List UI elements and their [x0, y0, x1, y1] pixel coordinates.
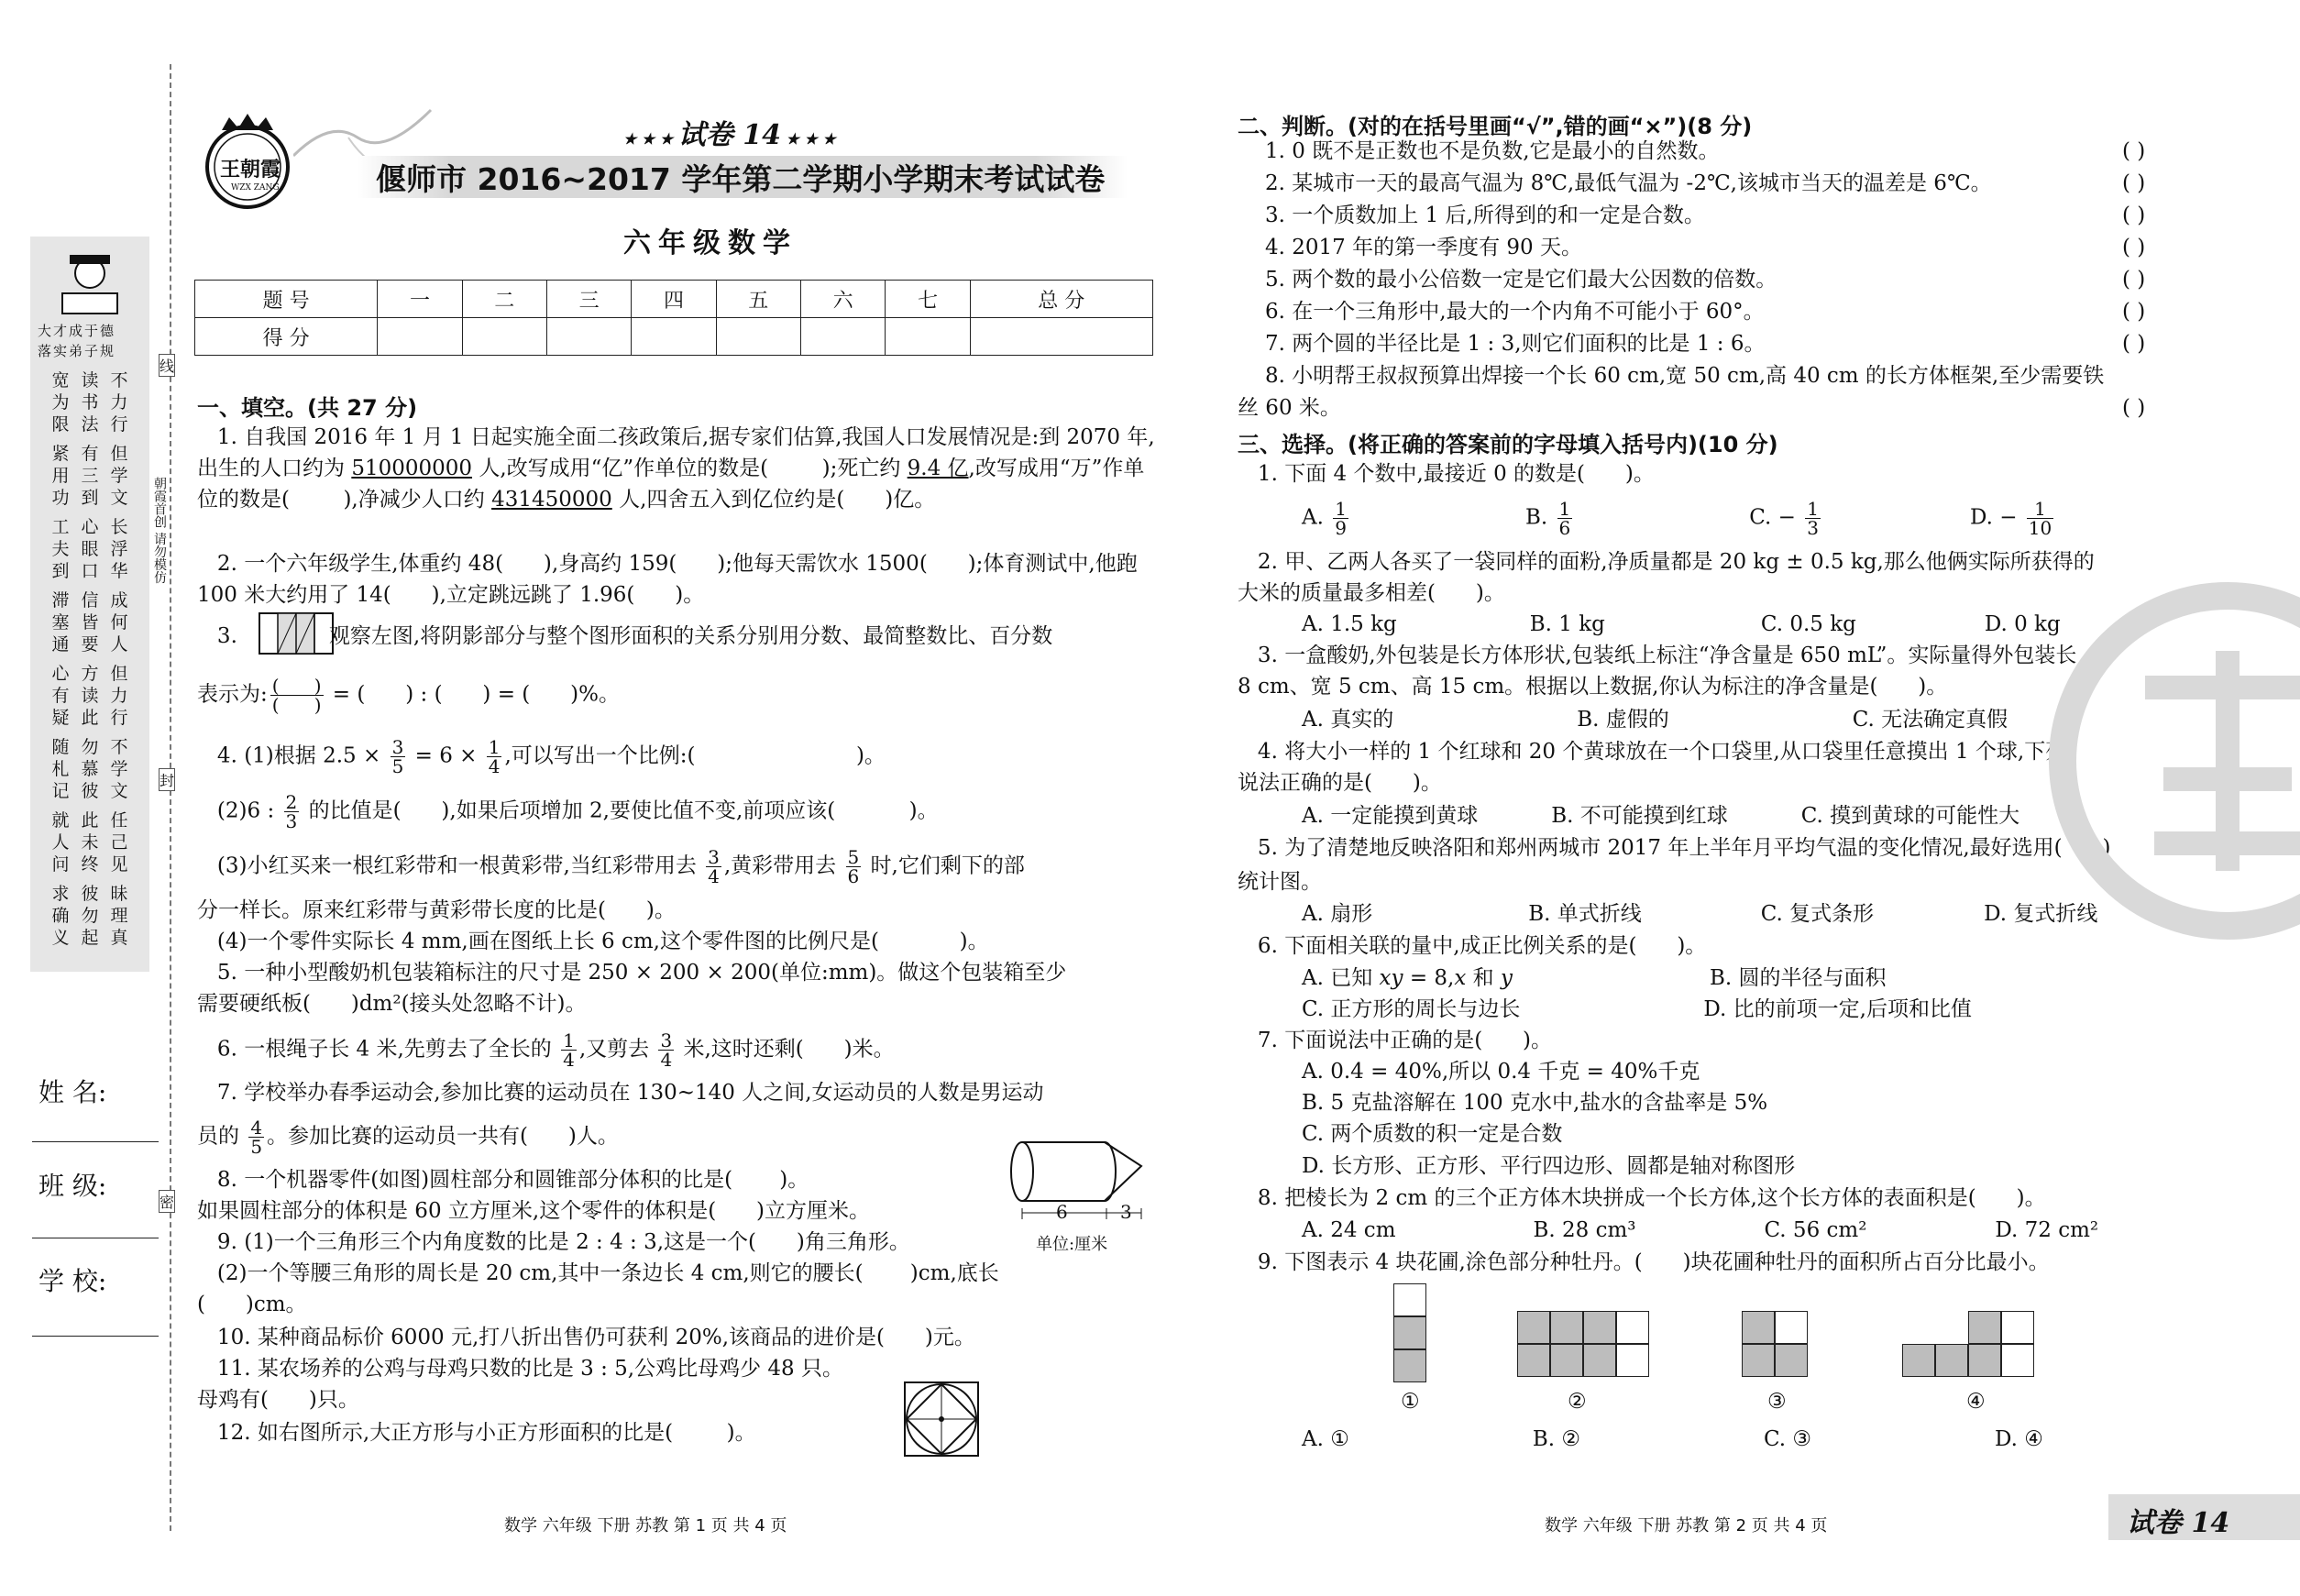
question-3-answer: 表示为: $\frac{( )}{( )}$ = ( ) : ( ) = ( )%。: [197, 675, 620, 716]
judge-item: 2. 某城市一天的最高气温为 8℃,最低气温为 -2℃,该城市当天的温差是 6℃。: [1265, 171, 1992, 195]
question-9-2b: ( )cm。: [197, 1293, 307, 1316]
choice-7-a: A. 0.4 = 40%,所以 0.4 千克 = 40%千克: [1302, 1060, 1700, 1084]
flowerbed-cell: [1775, 1311, 1808, 1344]
choice-1: 1. 下面 4 个数中,最接近 0 的数是( )。: [1238, 462, 1655, 486]
motto-column: 宽为限: [51, 370, 70, 435]
judge-answer-paren[interactable]: ( ): [2122, 332, 2146, 356]
cut-mark: 密: [159, 1190, 175, 1213]
judge-answer-paren[interactable]: ( ): [2122, 139, 2146, 163]
square-circle-figure: [903, 1381, 981, 1458]
motto-column: 心眼口: [81, 517, 99, 581]
motto-column: 就人问: [51, 810, 70, 875]
motto-column: 随札记: [51, 737, 70, 801]
section-2-heading: 二、判断。(对的在括号里画“√”,错的画“×”)(8 分): [1238, 114, 1753, 139]
score-cell: 二: [462, 281, 546, 318]
question-10: 10. 某种商品标价 6000 元,打八折出售仍可获利 20%,该商品的进价是( )元。: [197, 1326, 975, 1349]
score-input-cell[interactable]: [378, 318, 462, 356]
choice-9-options: A. ① B. ② C. ③ D. ④: [1302, 1427, 2043, 1451]
school-label: 学 校:: [39, 1266, 107, 1296]
motto-column: 成何人: [110, 590, 128, 655]
logo-text: 王朝霞: [220, 158, 281, 182]
flowerbed-cell: [1550, 1344, 1583, 1377]
motto-column: 任己见: [110, 810, 128, 875]
choice-3b: 8 cm、宽 5 cm、高 15 cm。根据以上数据,你认为标注的净含量是( )。: [1238, 675, 1948, 699]
fig-label: ②: [1568, 1390, 1587, 1414]
slogan-1: 大才成于德: [38, 323, 116, 339]
cut-mark: 线: [159, 354, 175, 377]
flowerbed-cell: [1393, 1349, 1426, 1382]
score-cell: 三: [546, 281, 631, 318]
motto-column: 心有疑: [51, 664, 70, 728]
question-11: 11. 某农场养的公鸡与母鸡只数的比是 3 : 5,公鸡比母鸡少 48 只。: [197, 1357, 843, 1381]
flowerbed-cell: [1968, 1344, 2001, 1377]
question-9-1: 9. (1)一个三角形三个内角度数的比是 2 : 4 : 3,这是一个( )角三角形。: [197, 1230, 910, 1254]
motto-column: 勿慕彼: [81, 737, 99, 801]
left-footer: 数学 六年级 下册 苏教 第 1 页 共 4 页: [504, 1516, 787, 1535]
flowerbed-cell: [1775, 1344, 1808, 1377]
corner-tag: 试卷 14: [2127, 1507, 2230, 1539]
question-7: 7. 学校举办春季运动会,参加比赛的运动员在 130~140 人之间,女运动员的人数是男运动: [197, 1081, 1044, 1105]
flowerbed-cell: [1742, 1311, 1775, 1344]
fig-label: ①: [1401, 1390, 1420, 1414]
judge-item: 6. 在一个三角形中,最大的一个内角不可能小于 60°。: [1265, 300, 1765, 324]
score-cell: 一: [378, 281, 462, 318]
flowerbed-cell: [1393, 1316, 1426, 1349]
choice-5-options: A. 扇形 B. 单式折线 C. 复式条形 D. 复式折线: [1302, 902, 2098, 926]
question-3: 3. 观察左图,将阴影部分与整个图形面积的关系分别用分数、最简整数比、百分数: [197, 624, 1053, 648]
score-input-cell[interactable]: [970, 318, 1152, 356]
motto-column: 此未终: [81, 810, 99, 875]
slogan-2: 落实弟子规: [38, 343, 116, 359]
fig-label: ④: [1966, 1390, 1986, 1414]
choice-2-options: A. 1.5 kg B. 1 kg C. 0.5 kg D. 0 kg: [1302, 612, 2061, 636]
choice-5: 5. 为了清楚地反映洛阳和郑州两城市 2017 年上半年月平均气温的变化情况,最好选用( ): [1238, 836, 2111, 860]
right-footer: 数学 六年级 下册 苏教 第 2 页 共 4 页: [1545, 1516, 1828, 1535]
motto-column: 信皆要: [81, 590, 99, 655]
unit-label: 单位:厘米: [1036, 1235, 1108, 1254]
motto-column: 读书法: [81, 370, 99, 435]
choice-6-ab: A. 已知 xy = 8,x 和 y B. 圆的半径与面积: [1302, 966, 1887, 990]
score-cell: 得 分: [195, 318, 378, 356]
name-label: 姓 名:: [39, 1077, 107, 1107]
judge-item: 8. 小明帮王叔叔预算出焊接一个长 60 cm,宽 50 cm,高 40 cm 的长方体框架,至少需要铁: [1265, 364, 2105, 388]
judge-item: 1. 0 既不是正数也不是负数,它是最小的自然数。: [1265, 139, 1720, 163]
motto-column: 彼勿起: [81, 884, 99, 948]
cylinder-cone-figure: [1004, 1135, 1160, 1227]
judge-item: 4. 2017 年的第一季度有 90 天。: [1265, 236, 1582, 259]
flowerbed-cell: [1517, 1311, 1550, 1344]
cylinder-length-label: 6: [1056, 1201, 1068, 1223]
score-cell: 五: [716, 281, 800, 318]
score-input-cell[interactable]: [546, 318, 631, 356]
question-4-3: (3)小红买来一根红彩带和一根黄彩带,当红彩带用去 $\frac{3}{4}$ ,黄彩带用去 $\frac{5}{6}$ 时,它们剩下的部: [197, 846, 1025, 887]
score-cell: 七: [886, 281, 970, 318]
motto-column: 紧用功: [51, 444, 70, 508]
question-5: 5. 一种小型酸奶机包装箱标注的尺寸是 250 × 200 × 200(单位:mm)。做这个包装箱至少: [197, 961, 1067, 985]
flowerbed-cell: [1517, 1344, 1550, 1377]
choice-8-options: A. 24 cm B. 28 cm³ C. 56 cm² D. 72 cm²: [1302, 1218, 2099, 1242]
choice-7-c: C. 两个质数的积一定是合数: [1302, 1122, 1563, 1146]
motto-column: 不学文: [110, 737, 128, 801]
flowerbed-cell: [1583, 1344, 1616, 1377]
choice-5b: 统计图。: [1238, 870, 1322, 894]
judge-answer-paren[interactable]: ( ): [2122, 204, 2146, 227]
name-field[interactable]: [32, 1141, 159, 1142]
score-table-header-row: [195, 281, 1153, 318]
question-1: 1. 自我国 2016 年 1 月 1 日起实施全面二孩政策后,据专家们估算,我国人口发展情况是:到 2070 年,出生的人口约为 510000000 人,改写成用“亿”作单位的数是( );死亡约 9.4 亿,改写成用“万”作单位的数是( ),净减少人口约 431450000 人,四舍五入到亿位约是( )亿。: [197, 425, 1155, 512]
judge-answer-paren[interactable]: ( ): [2122, 171, 2146, 195]
margin-note: 朝霞首创 请勿模仿: [152, 477, 167, 584]
question-2: 2. 一个六年级学生,体重约 48( ),身高约 159( );他每天需饮水 1500( );体育测试中,他跑 100 米大约用了 14( ),立定跳远跳了 1.96( )。: [197, 552, 1138, 607]
flowerbed-cell: [1616, 1311, 1649, 1344]
motto-column: 工夫到: [51, 517, 70, 581]
motto-column: 但学文: [110, 444, 128, 508]
fig-label: ③: [1767, 1390, 1787, 1414]
judge-item: 3. 一个质数加上 1 后,所得到的和一定是合数。: [1265, 204, 1705, 227]
question-8: 8. 一个机器零件(如图)圆柱部分和圆锥部分体积的比是( )。: [197, 1168, 809, 1192]
question-12: 12. 如右图所示,大正方形与小正方形面积的比是( )。: [197, 1421, 756, 1445]
question-8b: 如果圆柱部分的体积是 60 立方厘米,这个零件的体积是( )立方厘米。: [197, 1199, 871, 1223]
sidebar-panel: [30, 237, 149, 972]
cone-length-label: 3: [1120, 1201, 1132, 1223]
score-cell: 总 分: [970, 281, 1152, 318]
motto-column: 但力行: [110, 664, 128, 728]
section-1-heading: 一、填空。(共 27 分): [197, 395, 418, 421]
judge-answer-paren[interactable]: ( ): [2122, 396, 2146, 420]
choice-7: 7. 下面说法中正确的是( )。: [1238, 1029, 1553, 1052]
question-4-3b: 分一样长。原来红彩带与黄彩带长度的比是( )。: [197, 898, 676, 922]
flowerbed-cell: [1393, 1283, 1426, 1316]
motto-column: 求确义: [51, 884, 70, 948]
choice-3: 3. 一盒酸奶,外包装是长方体形状,包装纸上标注“净含量是 650 mL”。实际量得外包装长: [1238, 644, 2077, 667]
choice-4b: 说法正确的是( )。: [1238, 771, 1442, 795]
judge-item: 7. 两个圆的半径比是 1 : 3,则它们面积的比是 1 : 6。: [1265, 332, 1766, 356]
score-input-cell[interactable]: [716, 318, 800, 356]
motto-column: 方读此: [81, 664, 99, 728]
watermark-seal-icon: [2044, 568, 2300, 953]
flowerbed-cell: [1902, 1344, 1935, 1377]
subject-title: 六年级数学: [623, 227, 798, 259]
flowerbed-cell: [1935, 1344, 1968, 1377]
star-icons: ★ ★ ★: [623, 130, 678, 148]
question-6: 6. 一根绳子长 4 米,先剪去了全长的 $\frac{1}{4}$ ,又剪去 $\frac{3}{4}$ 米,这时还剩( )米。: [197, 1029, 895, 1071]
choice-4: 4. 将大小一样的 1 个红球和 20 个黄球放在一个口袋里,从口袋里任意摸出 1 个球,下列: [1238, 740, 2067, 764]
question-7b: 员的 $\frac{4}{5}$ 。参加比赛的运动员一共有( )人。: [197, 1117, 619, 1158]
flowerbed-cell: [1968, 1311, 2001, 1344]
section-3-heading: 三、选择。(将正确的答案前的字母填入括号内)(10 分): [1238, 432, 1778, 457]
logo: [193, 110, 303, 211]
question-11b: 母鸡有( )只。: [197, 1388, 359, 1412]
choice-6-cd: C. 正方形的周长与边长 D. 比的前项一定,后项和比值: [1302, 997, 1972, 1021]
judge-item: 5. 两个数的最小公倍数一定是它们最大公因数的倍数。: [1265, 268, 1777, 292]
score-input-cell[interactable]: [632, 318, 716, 356]
question-4-1: 4. (1)根据 2.5 × $\frac{3}{5}$ = 6 × $\frac{1}{4}$ ,可以写出一个比例:( )。: [197, 736, 886, 777]
score-cell: 题 号: [195, 281, 378, 318]
score-cell: 四: [632, 281, 716, 318]
choice-7-d: D. 长方形、正方形、平行四边形、圆都是轴对称图形: [1302, 1154, 1796, 1178]
score-input-cell[interactable]: [462, 318, 546, 356]
motto-column: 有三到: [81, 444, 99, 508]
flowerbed-cell: [1550, 1311, 1583, 1344]
question-5b: 需要硬纸板( )dm²(接头处忽略不计)。: [197, 992, 587, 1016]
question-9-2: (2)一个等腰三角形的周长是 20 cm,其中一条边长 4 cm,则它的腰长( )cm,底长: [197, 1261, 999, 1285]
choice-2b: 大米的质量最多相差( )。: [1238, 581, 1505, 605]
question-4-4: (4)一个零件实际长 4 mm,画在图纸上长 6 cm,这个零件图的比例尺是( )。: [197, 930, 989, 953]
flowerbed-cell: [1616, 1344, 1649, 1377]
judge-answer-paren[interactable]: ( ): [2122, 236, 2146, 259]
scholar-figure-icon: [53, 246, 127, 319]
paper-tag: ★ ★ ★ 试卷 14 ★ ★ ★: [623, 119, 836, 151]
exam-title: 偃师市 2016~2017 学年第二学期小学期末考试试卷: [376, 161, 1106, 197]
score-input-cell[interactable]: [800, 318, 885, 356]
score-input-cell[interactable]: [886, 318, 970, 356]
choice-6: 6. 下面相关联的量中,成正比例关系的是( )。: [1238, 934, 1707, 958]
logo-subtext: WZX ZANG: [231, 183, 280, 193]
motto-column: 滞塞通: [51, 590, 70, 655]
cut-mark: 封: [159, 768, 175, 791]
choice-7-b: B. 5 克盐溶解在 100 克水中,盐水的含盐率是 5%: [1302, 1091, 1768, 1115]
choice-8: 8. 把棱长为 2 cm 的三个正方体木块拼成一个长方体,这个长方体的表面积是( )。: [1238, 1186, 2046, 1210]
choice-9: 9. 下图表示 4 块花圃,涂色部分种牡丹。( )块花圃种牡丹的面积所占百分比最小。: [1238, 1250, 2050, 1274]
score-table-score-row: [195, 318, 1153, 356]
choice-4-options: A. 一定能摸到黄球 B. 不可能摸到红球 C. 摸到黄球的可能性大: [1302, 804, 2020, 828]
flowerbed-cell: [1583, 1311, 1616, 1344]
flowerbed-cell: [1742, 1344, 1775, 1377]
binding-line: [170, 64, 171, 1531]
question-4-2: (2)6 : $\frac{2}{3}$ 的比值是( ),如果后项增加 2,要使比值不变,前项应该( )。: [197, 791, 939, 832]
judge-answer-paren[interactable]: ( ): [2122, 268, 2146, 292]
motto-column: 不力行: [110, 370, 128, 435]
score-cell: 六: [800, 281, 885, 318]
flowerbed-cell: [2001, 1344, 2034, 1377]
motto-column: 长浮华: [110, 517, 128, 581]
class-label: 班 级:: [39, 1171, 107, 1201]
score-table: [194, 280, 1153, 356]
choice-3-options: A. 真实的 B. 虚假的 C. 无法确定真假: [1302, 708, 2008, 732]
motto-column: 昧理真: [110, 884, 128, 948]
school-field[interactable]: [32, 1336, 159, 1337]
choice-2: 2. 甲、乙两人各买了一袋同样的面粉,净质量都是 20 kg ± 0.5 kg,那么他俩实际所获得的: [1238, 550, 2095, 574]
choice-1-options: A. $\frac{1}{9}$ B. $\frac{1}{6}$ C. − $\frac{1}{3}$ D. − $\frac{1}{10}$: [1302, 498, 2052, 539]
flowerbed-cell: [2001, 1311, 2034, 1344]
judge-item: 丝 60 米。: [1238, 396, 1341, 420]
judge-answer-paren[interactable]: ( ): [2122, 300, 2146, 324]
